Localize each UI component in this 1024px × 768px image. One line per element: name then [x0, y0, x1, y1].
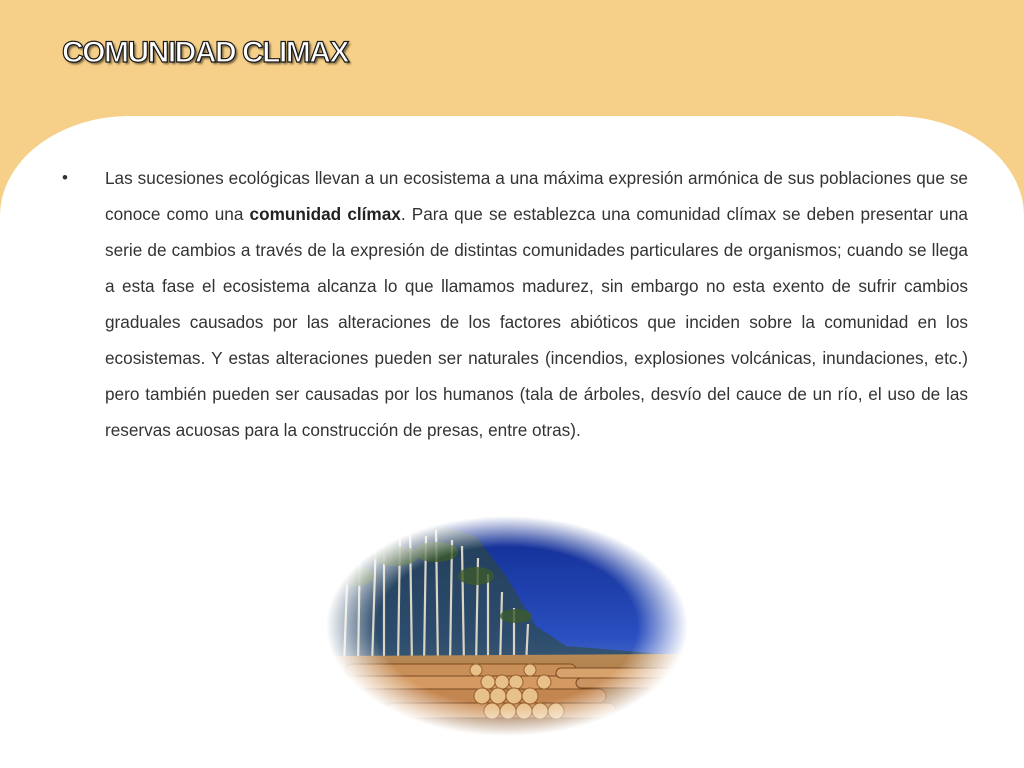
body-paragraph [105, 160, 968, 448]
bullet-marker: • [62, 168, 68, 187]
bullet-item [62, 160, 968, 448]
bold-term: comunidad clímax [249, 204, 401, 224]
paragraph-text-end: . Para que se establezca una comunidad clímax se deben presentar una serie de cambios a través de la expresión de distintas comunidades particulares de organismos; cuando se llega a esta fase el ecosistema alcanza lo que llamamos madurez, sin embargo no esta exento de sufrir cambios graduales causados por las alteraciones de los factores abióticos que inciden sobre la comunidad en los ecosistemas. Y estas alteraciones pueden ser naturales (incendios, explosiones volcánicas, inundaciones, etc.) pero también pueden ser causadas por los humanos (tala de árboles, desvío del cauce de un río, el uso de las reservas acuosas para la construcción de presas, entre otras). [105, 204, 968, 440]
slide-title: COMUNIDAD CLIMAX [62, 36, 348, 69]
logging-photo [326, 516, 688, 736]
paragraph-text-start: Las sucesiones ecológicas llevan a un ecosistema a una máxima expresión armónica de sus poblaciones que se conoce como una [105, 168, 968, 224]
